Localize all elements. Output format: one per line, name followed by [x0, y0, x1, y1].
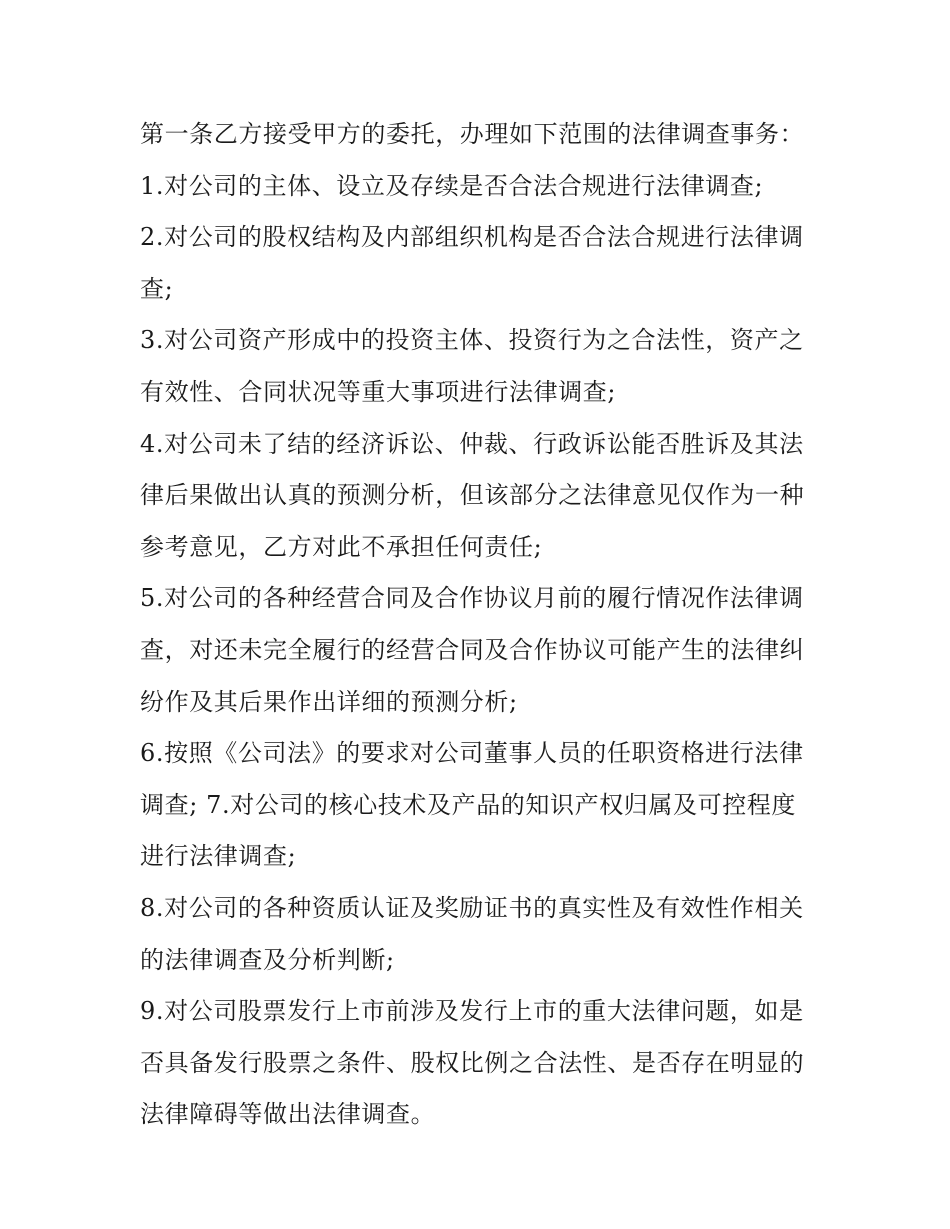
- clause-6-7: [140, 728, 830, 883]
- text-line: 进行法律调查;: [140, 842, 297, 871]
- text-line: 9.对公司股票发行上市前涉及发行上市的重大法律问题，如是: [140, 997, 804, 1026]
- clause-9: [140, 986, 830, 1141]
- text-line: 3.对公司资产形成中的投资主体、投资行为之合法性，资产之: [140, 326, 804, 355]
- text-line: 参考意见，乙方对此不承担任何责任;: [140, 532, 543, 561]
- clause-4: [140, 419, 830, 574]
- clause-1: [140, 161, 830, 213]
- text-line: 否具备发行股票之条件、股权比例之合法性、是否存在明显的: [140, 1048, 805, 1077]
- text-line: 有效性、合同状况等重大事项进行法律调查;: [140, 377, 617, 406]
- clause-5: [140, 573, 830, 728]
- text-line: 查;: [140, 274, 174, 303]
- text-line: 1.对公司的主体、设立及存续是否合法合规进行法律调查;: [140, 171, 764, 200]
- clause-2: [140, 212, 830, 315]
- text-line: 6.按照《公司法》的要求对公司董事人员的任职资格进行法律: [140, 739, 804, 768]
- text-line: 2.对公司的股权结构及内部组织机构是否合法合规进行法律调: [140, 223, 804, 252]
- document-body: [140, 109, 830, 1141]
- clause-3: [140, 315, 830, 418]
- article-heading: [140, 109, 830, 161]
- clause-8: [140, 883, 830, 986]
- text-line: 8.对公司的各种资质认证及奖励证书的真实性及有效性作相关: [140, 893, 804, 922]
- text-line: 法律障碍等做出法律调查。: [140, 1100, 436, 1129]
- text-line: 律后果做出认真的预测分析，但该部分之法律意见仅作为一种: [140, 481, 805, 510]
- text-line: 调查; 7.对公司的核心技术及产品的知识产权归属及可控程度: [140, 790, 797, 819]
- text-line: 纷作及其后果作出详细的预测分析;: [140, 687, 518, 716]
- text-line: 5.对公司的各种经营合同及合作协议月前的履行情况作法律调: [140, 584, 804, 613]
- text-line: 4.对公司未了结的经济诉讼、仲裁、行政诉讼能否胜诉及其法: [140, 429, 804, 458]
- text-line: 的法律调查及分析判断;: [140, 945, 395, 974]
- text-line: 查，对还未完全履行的经营合同及合作协议可能产生的法律纠: [140, 635, 805, 664]
- text-line: 第一条乙方接受甲方的委托，办理如下范围的法律调查事务：: [140, 120, 805, 148]
